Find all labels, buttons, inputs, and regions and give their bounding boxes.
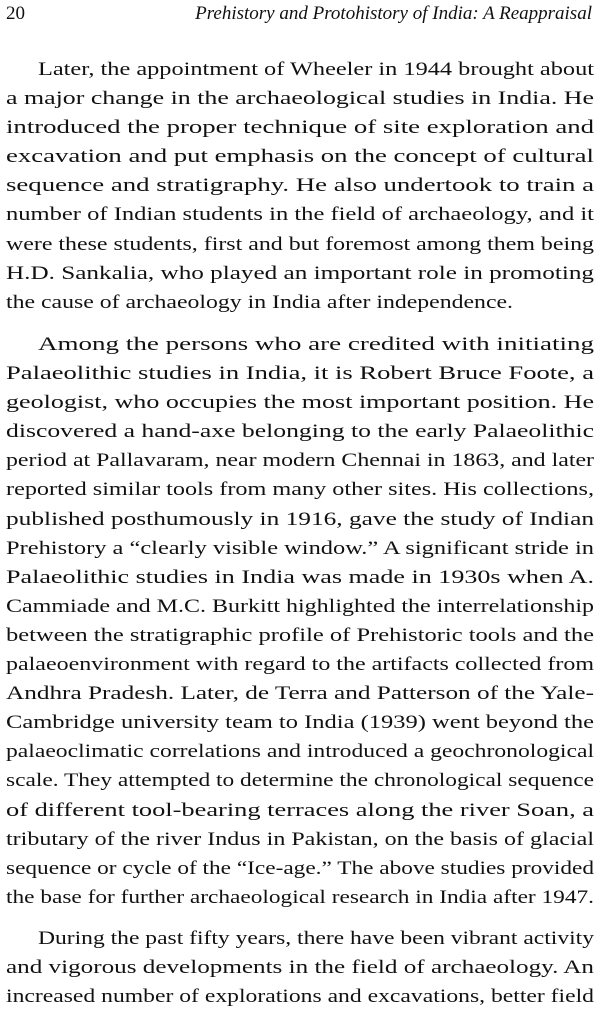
text-line: published posthumously in 1916, gave the study of Indian [6,508,594,530]
text-line: Palaeolithic studies in India was made in 1930s when A. [6,566,594,588]
text-line: H.D. Sankalia, who played an important role in promoting [6,262,594,284]
text-line: tributary of the river Indus in Pakistan, on the basis of glacial [6,828,594,850]
text-line: discovered a hand-axe belonging to the early Palaeolithic [6,421,594,443]
book-title: Prehistory and Protohistory of India: A Reappraisal [195,3,592,24]
text-line: the cause of archaeology in India after independence. [6,291,513,313]
text-line: Cammiade and M.C. Burkitt highlighted the interrelationship [6,595,594,617]
text-line: geologist, who occupies the most important position. He [6,392,594,414]
text-line: increased number of explorations and excavations, better field [6,986,594,1008]
running-header [6,0,592,28]
page-number: 20 [6,3,25,24]
text-line: excavation and put emphasis on the concept of cultural [6,146,594,168]
text-line: Prehistory a “clearly visible window.” A significant stride in [6,537,594,559]
paragraph-3 [0,924,600,1011]
paragraph-1 [0,55,600,317]
text-line: sequence or cycle of the “Ice-age.” The above studies provided [6,857,594,879]
text-line: sequence and stratigraphy. He also undertook to train a [6,175,594,197]
text-line: and vigorous developments in the field of archaeology. An [6,957,594,979]
text-line: During the past fifty years, there have been vibrant activity [38,928,594,949]
text-line: period at Pallavaram, near modern Chennai in 1863, and later [6,450,594,472]
text-line: reported similar tools from many other sites. His collections, [6,479,594,501]
text-line: Later, the appointment of Wheeler in 1944 brought about [38,59,594,80]
text-line: a major change in the archaeological studies in India. He [6,88,594,110]
text-line: scale. They attempted to determine the chronological sequence [6,770,594,792]
text-line: the base for further archaeological research in India after 1947. [6,886,594,908]
text-line: between the stratigraphic profile of Prehistoric tools and the [6,624,594,646]
text-line: palaeoclimatic correlations and introduced a geochronological [6,741,594,763]
text-line: were these students, first and but foremost among them being [6,233,594,255]
paragraph-2 [0,330,600,912]
text-line: Among the persons who are credited with initiating [38,334,594,355]
text-line: of different tool-bearing terraces along the river Soan, a [6,799,594,821]
text-line: Andhra Pradesh. Later, de Terra and Patterson of the Yale- [6,683,594,705]
text-line: Palaeolithic studies in India, it is Robert Bruce Foote, a [6,363,594,385]
text-line: number of Indian students in the field of archaeology, and it [6,204,594,226]
text-line: palaeoenvironment with regard to the artifacts collected from [6,654,594,676]
text-line: introduced the proper technique of site exploration and [6,117,594,139]
text-line: Cambridge university team to India (1939) went beyond the [6,712,594,734]
